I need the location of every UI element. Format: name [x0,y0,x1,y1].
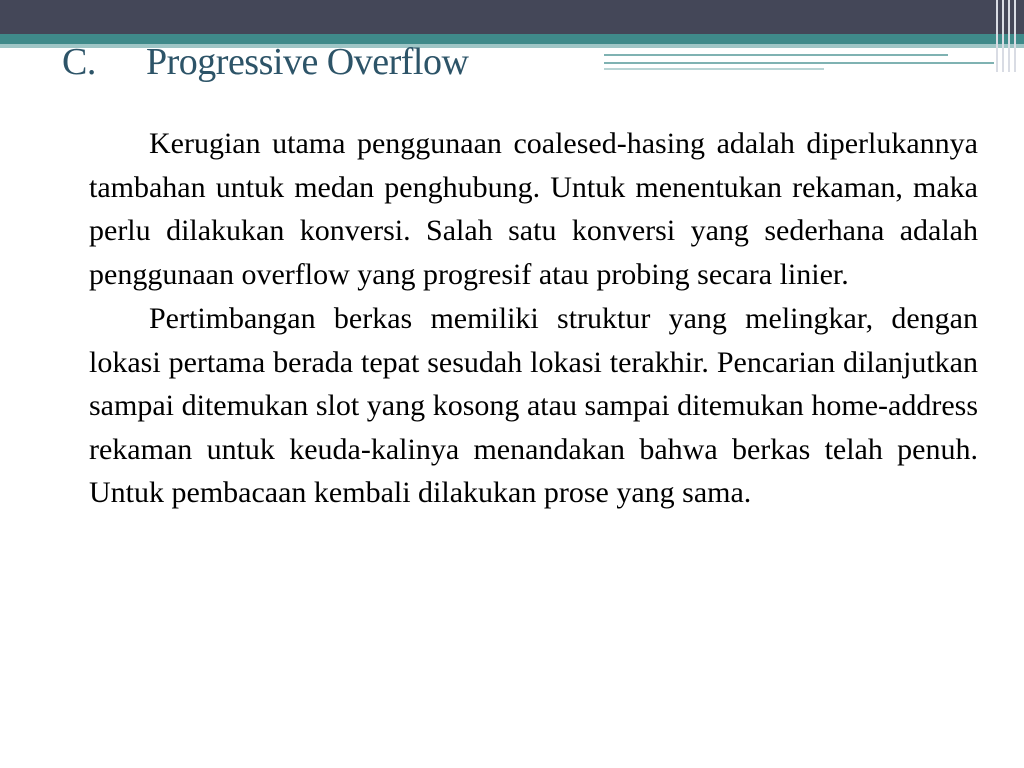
header-bar [0,0,1024,34]
slide-body [89,122,978,515]
title-number: C. [62,41,96,83]
header-corner-stripes [992,0,1024,72]
paragraph-2: Pertimbangan berkas memiliki struktur yang melingkar, dengan lokasi pertama berada tepat sesudah lokasi terakhir. Pencarian dilanjutkan sampai ditemukan slot yang kosong atau sampai ditemukan home-address rekaman untuk keuda-kalinya menandakan bahwa berkas telah penuh. Untuk pembacaan kembali dilakukan prose yang sama. [89,302,978,509]
paragraph-1: Kerugian utama penggunaan coalesed-hasing adalah diperlukannya tambahan untuk medan penghubung. Untuk menentukan rekaman, maka perlu dilakukan konversi. Salah satu konversi yang sederhana adalah penggunaan overflow yang progresif atau probing secara linier. [89,127,978,291]
slide-title [62,40,468,84]
header-accent-lines [604,48,1024,78]
title-text: Progressive Overflow [146,41,469,83]
